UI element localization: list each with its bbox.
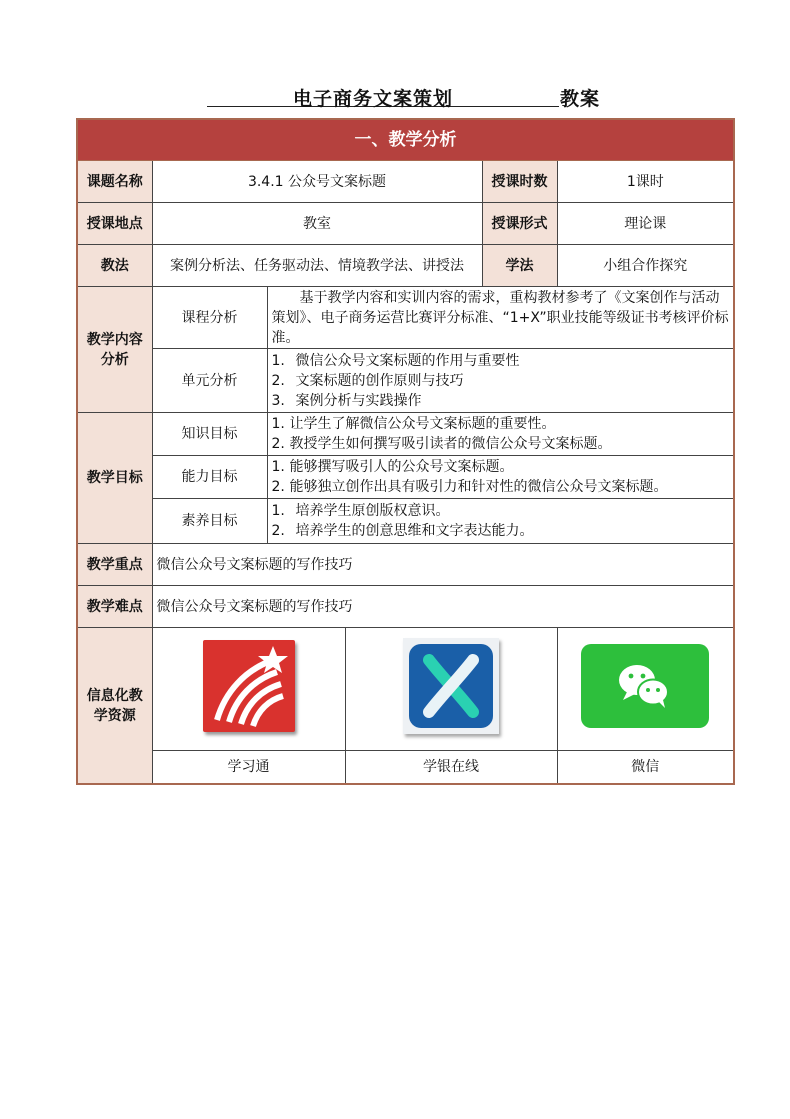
list-item: 2. 文案标题的创作原则与技巧 [271,372,464,389]
learning-method-value: 小组合作探究 [557,245,734,287]
form-value: 理论课 [557,203,734,245]
list-item: 1. 让学生了解微信公众号文案标题的重要性。 [271,416,556,432]
course-name: 电子商务文案策划 [293,88,454,110]
app-name: 学习通 [152,751,345,785]
unit-analysis-label: 单元分析 [152,349,267,413]
app-name: 微信 [557,751,734,785]
teaching-method-label: 教法 [77,245,152,287]
list-item: 1. 能够撰写吸引人的公众号文案标题。 [271,459,514,475]
difficulty-label: 教学难点 [77,586,152,628]
list-item: 1. 培养学生原创版权意识。 [271,503,450,519]
app-icon-cell [557,628,734,751]
learning-method-label: 学法 [482,245,557,287]
teaching-goals-label: 教学目标 [77,413,152,544]
document-title [0,84,790,112]
key-point-label: 教学重点 [77,544,152,586]
unit-analysis-list [267,349,734,413]
content-analysis-label: 教学内容分析 [77,287,152,413]
knowledge-goal-label: 知识目标 [152,413,267,456]
app-icon-cell [345,628,557,751]
hours-value: 1课时 [557,161,734,203]
ability-goal-list [267,456,734,499]
form-label: 授课形式 [482,203,557,245]
place-label: 授课地点 [77,203,152,245]
list-item: 3. 案例分析与实践操作 [271,392,422,409]
lesson-plan-table [76,118,735,785]
literacy-goal-list [267,499,734,544]
topic-value: 3.4.1 公众号文案标题 [152,161,482,203]
place-value: 教室 [152,203,482,245]
xueyin-icon [403,638,499,734]
topic-label: 课题名称 [77,161,152,203]
ability-goal-label: 能力目标 [152,456,267,499]
course-analysis-text: 基于教学内容和实训内容的需求，重构教材参考了《文案创作与活动策划》、电子商务运营比赛评分标准、“1+X”职业技能等级证书考核评价标准。 [267,287,734,349]
title-suffix: 教案 [560,88,601,110]
app-name: 学银在线 [345,751,557,785]
it-resources-label: 信息化教学资源 [77,628,152,785]
wechat-icon [581,644,709,728]
xuexitong-icon [203,640,295,732]
list-item: 2. 培养学生的创意思维和文字表达能力。 [271,523,534,539]
difficulty-text: 微信公众号文案标题的写作技巧 [152,586,734,628]
course-analysis-label: 课程分析 [152,287,267,349]
list-item: 1. 微信公众号文案标题的作用与重要性 [271,352,520,369]
list-item: 2. 能够独立创作出具有吸引力和针对性的微信公众号文案标题。 [271,479,668,495]
literacy-goal-label: 素养目标 [152,499,267,544]
knowledge-goal-list [267,413,734,456]
app-icon-cell [152,628,345,751]
section-heading: 一、教学分析 [77,119,734,161]
list-item: 2. 教授学生如何撰写吸引读者的微信公众号文案标题。 [271,436,612,452]
key-point-text: 微信公众号文案标题的写作技巧 [152,544,734,586]
teaching-method-value: 案例分析法、任务驱动法、情境教学法、讲授法 [152,245,482,287]
hours-label: 授课时数 [482,161,557,203]
